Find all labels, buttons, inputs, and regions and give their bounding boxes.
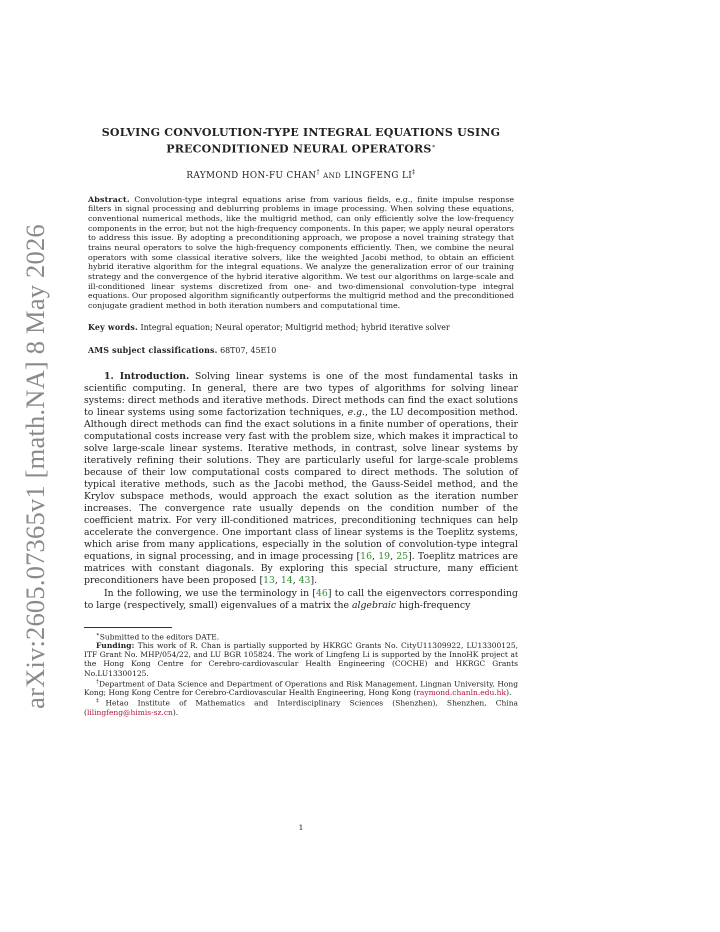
paper-page xyxy=(84,126,518,717)
author-2: LINGFENG LI xyxy=(344,170,413,181)
intro-text-c: ]. Toeplitz matrices are matrices with constant diagonals. By exploring this special structure, many efficient preconditioners have been proposed [ xyxy=(84,551,518,587)
ams-label: AMS subject classifications. xyxy=(88,346,218,356)
ams-text: 68T07, 45E10 xyxy=(220,346,277,356)
intro-text-a: Solving linear systems is one of the most fundamental tasks in scientific computing. In general, there are two types of algorithms for solving linear systems: direct methods and iterative methods. Direct methods can find the exact solutions to linear systems using some factorization techniques, xyxy=(84,370,518,418)
abstract-text: Convolution-type integral equations arise from various fields, e.g., finite impulse response filters in signal processing and deblurring problems in image processing. When solving these equations, conventional numerical methods, like the multigrid method, can only efficiently solve the low-frequency components in the error, but not the high-frequency components. In this paper, we apply neural operators to address this issue. By adopting a preconditioning approach, we propose a novel training strategy that trains neural operators to solve the high-frequency components efficiently. Then, we combine the neural operators with some classical iterative solvers, like the weighted Jacobi method, to obtain an efficient hybrid iterative algorithm for the integral equations. We analyze the generalization error of our training strategy and the convergence of the hybrid iterative algorithm. We test our algorithms on large-scale and ill-conditioned linear systems discretized from one- and two-dimensional convolution-type integral equations. Our proposed algorithm significantly outperforms the multigrid method and the preconditioned conjugate gradient method in both iteration numbers and computational time. xyxy=(88,194,514,310)
email-link-1[interactable]: raymond.chanln.edu.hk xyxy=(416,688,507,698)
author-1-mark: † xyxy=(316,168,320,176)
title-line-1: SOLVING CONVOLUTION-TYPE INTEGRAL EQUATIONS USING xyxy=(101,126,501,139)
keywords xyxy=(84,323,518,333)
citation-16[interactable]: 16 xyxy=(360,551,373,563)
email-link-2[interactable]: lilingfeng@himis-sz.cn xyxy=(86,707,173,717)
citation-14[interactable]: 14 xyxy=(280,575,293,587)
author-2-mark: ‡ xyxy=(412,168,416,176)
citation-43[interactable]: 43 xyxy=(298,575,311,587)
intro-eg: e.g. xyxy=(347,406,366,418)
intro-paragraph-2: In the following, we use the terminology in [46] to call the eigenvectors corresponding to large (respectively, small) eigenvalues of a matrix the algebraic high-frequency xyxy=(84,587,518,611)
footnote-funding: Funding: This work of R. Chan is partially supported by HKRGC Grants No. CityU11309922, LU13300125, ITF Grant No. MHP/054/22, and LU BGR 105824. The work of Lingfeng Li is supported by the InnoHK project at the Hong Kong Centre for Cerebro-cardiovascular Health Engineering (COCHE) and HKRGC Grants No.LU13300125. xyxy=(84,641,518,678)
title-footnote-mark: ∗ xyxy=(431,142,436,150)
title-line-2: PRECONDITIONED NEURAL OPERATORS xyxy=(166,142,432,156)
citation-19[interactable]: 19 xyxy=(378,551,391,563)
author-and: AND xyxy=(323,171,342,180)
keywords-label: Key words. xyxy=(88,322,138,332)
arxiv-sidebar xyxy=(16,223,54,709)
author-list xyxy=(84,167,518,182)
abstract-label: Abstract. xyxy=(88,194,130,204)
arxiv-identifier: arXiv:2605.07365v1 [math.NA] 8 May 2026 xyxy=(19,223,50,709)
footnote-affiliation-1: †Department of Data Science and Department of Operations and Risk Management, Lingnan University, Hong Kong; Hong Kong Centre for Cerebro-Cardiovascular Health Engineering, Hong Kong (raymond.chanln.edu.hk). xyxy=(84,678,519,698)
abstract xyxy=(84,195,518,311)
citation-13[interactable]: 13 xyxy=(263,575,275,587)
intro-paragraph-1: 1. Introduction. Solving linear systems is one of the most fundamental tasks in scientific computing. In general, there are two types of algorithms for solving linear systems: direct methods and iterative methods. Direct methods can find the exact solutions to linear systems using some factorization techniques, e.g., the LU decomposition method. Although direct methods can find the exact solutions in a finite number of operations, their computational costs increase very fast with the problem size, which makes it impractical to solve large-scale linear systems. Iterative methods, in contrast, solve linear systems by iteratively refining their solutions. They are particularly useful for large-scale problems because of their low computational costs compared to direct methods. The solution of typical iterative methods, such as the Jacobi method, the Gauss-Seidel method, and the Krylov subspace methods, would approach the exact solution as the iteration number increases. The convergence rate usually depends on the condition number of the coefficient matrix. For very ill-conditioned matrices, preconditioning techniques can help accelerate the convergence. One important class of linear systems is the Toeplitz systems, which arise from many applications, especially in the solution of convolution-type integral equations, in signal processing, and in image processing [16, 19, 25]. Toeplitz matrices are matrices with constant diagonals. By exploring this special structure, many efficient preconditioners have been proposed [13, 14, 43]. xyxy=(84,370,518,587)
ams-classification xyxy=(84,346,518,356)
citation-25[interactable]: 25 xyxy=(396,551,409,563)
footnotes xyxy=(84,631,518,717)
intro-text-b: , the LU decomposition method. Although direct methods can find the exact solutions in a finite number of operations, their computational costs increase very fast with the problem size, which makes it impractical to solve large-scale linear systems. Iterative methods, in contrast, solve linear systems by iteratively refining their solutions. They are particularly useful for large-scale problems because of their low computational costs compared to direct methods. The solution of typical iterative methods, such as the Jacobi method, the Gauss-Seidel method, and the Krylov subspace methods, would approach the exact solution as the iteration number increases. The convergence rate usually depends on the condition number of the coefficient matrix. For very ill-conditioned matrices, preconditioning techniques can help accelerate the convergence. One important class of linear systems is the Toeplitz systems, which arise from many applications, especially in the solution of convolution-type integral equations, in signal processing, and in image processing [ xyxy=(84,406,518,563)
keywords-text: Integral equation; Neural operator; Multigrid method; hybrid iterative solver xyxy=(140,322,450,332)
paper-title xyxy=(84,126,518,156)
author-1: RAYMOND HON-FU CHAN xyxy=(186,170,317,181)
citation-46[interactable]: 46 xyxy=(316,587,328,599)
algebraic-emphasis: algebraic xyxy=(351,599,397,611)
section-heading: 1. Introduction. xyxy=(104,370,190,382)
page-number: 1 xyxy=(298,823,304,832)
footnote-submitted: ∗Submitted to the editors DATE. xyxy=(96,631,220,642)
footnote-affiliation-2: ‡Hetao Institute of Mathematics and Interdisciplinary Sciences (Shenzhen), Shenzhen, China (lilingfeng@himis-sz.cn). xyxy=(84,698,518,717)
footnote-divider xyxy=(84,627,172,628)
